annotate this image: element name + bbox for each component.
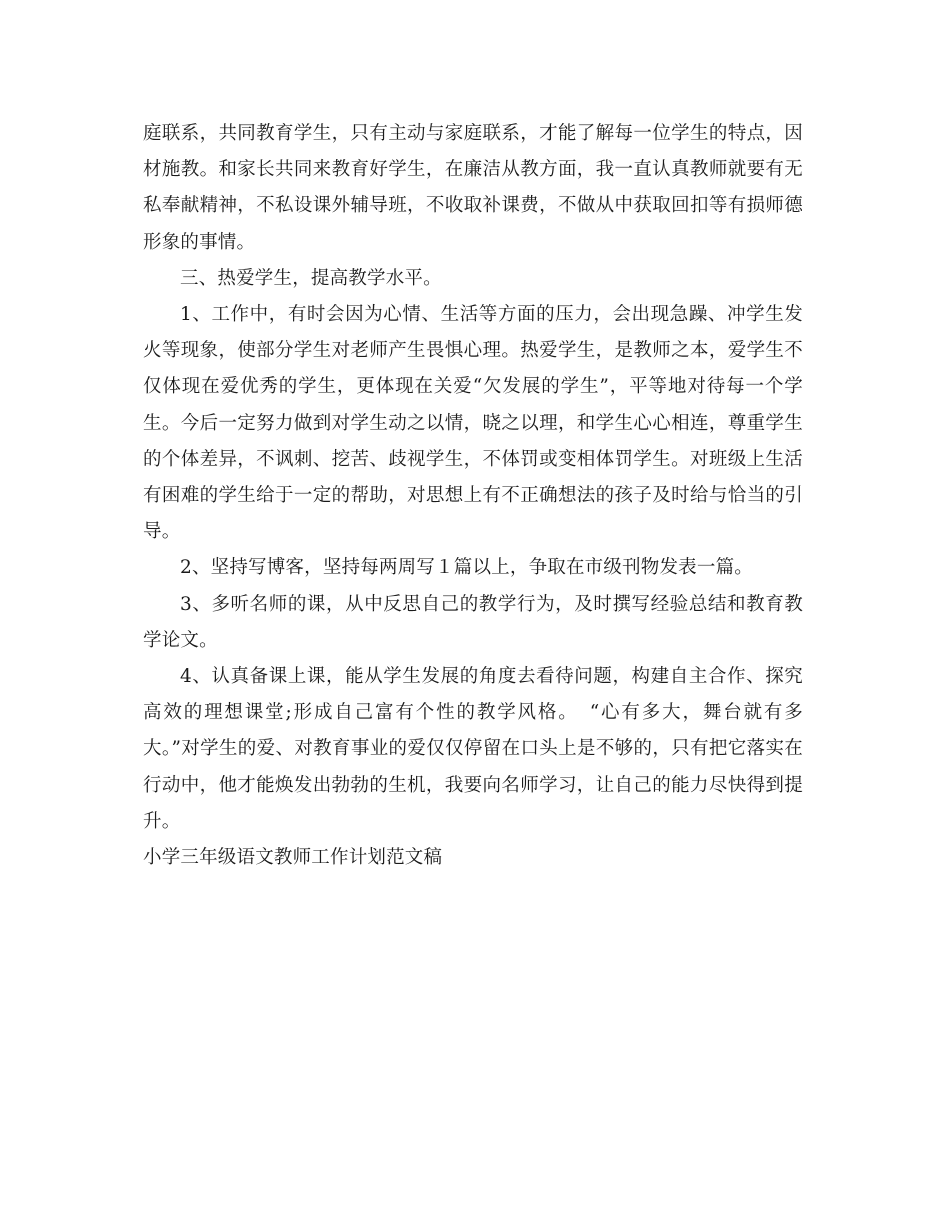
document-body	[143, 116, 803, 876]
paragraph-item-1: 1、工作中，有时会因为心情、生活等方面的压力，会出现急躁、冲学生发火等现象，使部分学生对老师产生畏惧心理。热爱学生，是教师之本，爱学生不仅体现在爱优秀的学生，更体现在关爱“欠发展的学生”，平等地对待每一个学生。今后一定努力做到对学生动之以情，晓之以理，和学生心心相连，尊重学生的个体差异，不讽刺、挖苦、歧视学生，不体罚或变相体罚学生。对班级上生活有困难的学生给于一定的帮助，对思想上有不正确想法的孩子及时给与恰当的引导。	[143, 304, 803, 543]
paragraph-home-contact: 庭联系，共同教育学生，只有主动与家庭联系，才能了解每一位学生的特点，因材施教。和家长共同来教育好学生，在廉洁从教方面，我一直认真教师就要有无私奉献精神，不私设课外辅导班，不收取补课费，不做从中获取回扣等有损师德形象的事情。	[143, 123, 803, 253]
paragraph-item-3: 3、多听名师的课，从中反思自己的教学行为，及时撰写经验总结和教育教学论文。	[143, 593, 803, 651]
paragraph-item-2: 2、坚持写博客，坚持每两周写１篇以上，争取在市级刊物发表一篇。	[180, 557, 753, 579]
document-title-footer: 小学三年级语文教师工作计划范文稿	[143, 847, 443, 869]
section-heading-love-students: 三、热爱学生，提高教学水平。	[180, 267, 442, 289]
paragraph-item-4: 4、认真备课上课，能从学生发展的角度去看待问题，构建自主合作、探究高效的理想课堂;形成自己富有个性的教学风格。 “心有多大，舞台就有多大。”对学生的爱、对教育事业的爱仅仅停留在口头上是不够的，只有把它落实在行动中，他才能焕发出勃勃的生机，我要向名师学习，让自己的能力尽快得到提升。	[143, 666, 803, 832]
